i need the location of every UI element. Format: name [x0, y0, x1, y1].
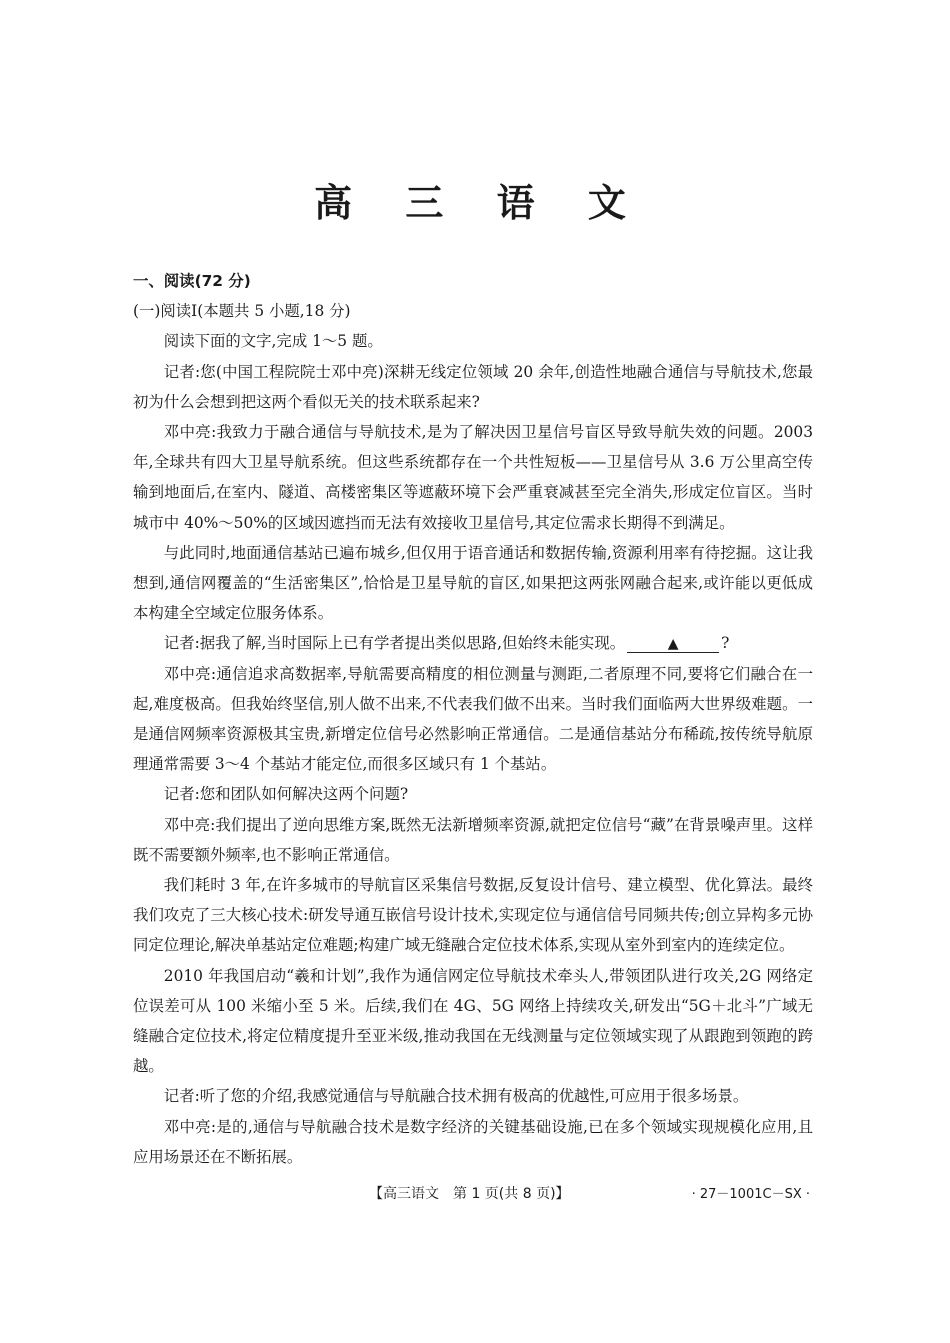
paragraph-6: 记者:您和团队如何解决这两个问题?	[163, 785, 409, 804]
triangle-marker-icon: ▲	[667, 636, 679, 653]
paragraph-1: 记者:您(中国工程院院士邓中亮)深耕无线定位领域 20 余年,创造性地融合通信与导航技术,您最初为什么会想到把这两个看似无关的技术联系起来?	[133, 362, 813, 411]
exam-code: · 27－1001C－SX ·	[691, 1187, 810, 1202]
paragraph-3: 与此同时,地面通信基站已遍布城乡,但仅用于语音通话和数据传输,资源利用率有待挖掘。这让我想到,通信网覆盖的“生活密集区”,恰恰是卫星导航的盲区,如果把这两张网融合起来,或许能以更低成本构建全空域定位服务体系。	[133, 543, 813, 623]
paragraph-8: 我们耗时 3 年,在许多城市的导航盲区采集信号数据,反复设计信号、建立模型、优化算法。最终我们攻克了三大核心技术:研发导通互嵌信号设计技术,实现定位与通信信号同频共传;创立异构多元协同定位理论,解决单基站定位难题;构建广域无缝融合定位技术体系,实现从室外到室内的连续定位。	[133, 876, 813, 955]
paragraph-11: 邓中亮:是的,通信与导航融合技术是数字经济的关键基础设施,已在多个领域实现规模化应用,且应用场景还在不断拓展。	[133, 1117, 813, 1166]
paragraph-7: 邓中亮:我们提出了逆向思维方案,既然无法新增频率资源,就把定位信号“藏”在背景噪声里。这样既不需要额外频率,也不影响正常通信。	[133, 815, 813, 864]
section-heading: 一、阅读(72 分)	[133, 272, 251, 290]
paragraph-9: 2010 年我国启动“羲和计划”,我作为通信网定位导航技术牵头人,带领团队进行攻关,2G 网络定位误差可从 100 米缩小至 5 米。后续,我们在 4G、5G 网络上持续攻关,研发出“5G＋北斗”广域无缝融合定位技术,将定位精度提升至亚米级,推动我国在无线测量与定位领域实现了从跟跑到领跑的跨越。	[133, 966, 813, 1076]
paragraph-blank-question	[133, 628, 813, 658]
blank-para-end: ?	[721, 634, 730, 653]
page-title: 高 三 语 文	[314, 181, 646, 225]
paragraph-10: 记者:听了您的介绍,我感觉通信与导航融合技术拥有极高的优越性,可应用于很多场景。	[163, 1087, 749, 1106]
page-number-label: 【高三语文 第 1 页(共 8 页)】	[369, 1186, 570, 1202]
paragraph-5: 邓中亮:通信追求高数据率,导航需要高精度的相位测量与测距,二者原理不同,要将它们融合在一起,难度极高。但我始终坚信,别人做不出来,不代表我们做不出来。当时我们面临两大世界级难题。一是通信网频率资源极其宝贵,新增定位信号必然影响正常通信。二是通信基站分布稀疏,按传统导航原理通常需要 3～4 个基站才能定位,而很多区域只有 1 个基站。	[133, 664, 813, 774]
reading-content	[133, 266, 813, 1172]
blank-para-text: 记者:据我了解,当时国际上已有学者提出类似思路,但始终未能实现。	[163, 634, 626, 653]
instruction-text: 阅读下面的文字,完成 1～5 题。	[163, 332, 383, 351]
page-footer	[0, 1183, 950, 1207]
paragraph-2: 邓中亮:我致力于融合通信与导航技术,是为了解决因卫星信号盲区导致导航失效的问题。2003 年,全球共有四大卫星导航系统。但这些系统都存在一个共性短板——卫星信号从 3.6 万公里高空传输到地面后,在室内、隧道、高楼密集区等遮蔽环境下会严重衰减甚至完全消失,形成定位盲区。当时城市中 40%～50%的区域因遮挡而无法有效接收卫星信号,其定位需求长期得不到满足。	[133, 423, 813, 532]
subsection-heading: (一)阅读Ⅰ(本题共 5 小题,18 分)	[133, 302, 351, 321]
answer-blank	[627, 634, 719, 653]
